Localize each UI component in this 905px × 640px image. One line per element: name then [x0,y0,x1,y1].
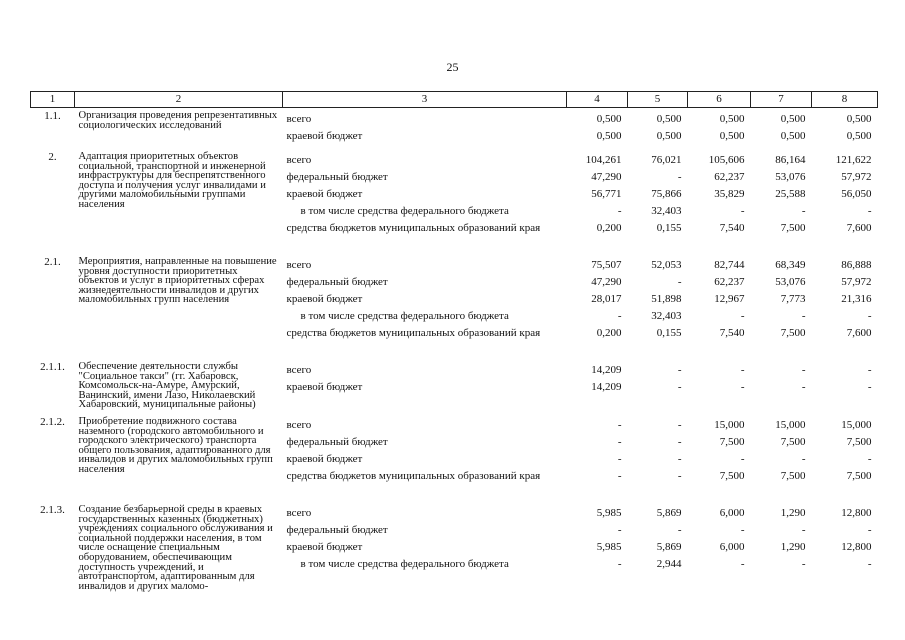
amount-value: - [740,205,745,217]
amount-value: 14,209 [591,364,622,376]
amount-value: 0,500 [846,113,872,125]
amount-value: - [617,310,622,322]
activity-name: Создание безбарьерной среды в краевых государственных казенных (бюджетных) учреждениях социального обслуживания и социальной поддержки населения, в том числе оснащение специальным оборудованием, обеспечивающим доступность учреждений, и автотранспортом, адаптированным для инвалидов и других маломо- [78,503,273,592]
amount-cell-col-7 [751,414,812,502]
funding-source: краевой бюджет [286,188,363,200]
amount-value: 12,967 [714,293,745,305]
amount-value: 56,050 [841,188,872,200]
header-cell: 4 [567,92,628,108]
amount-value: 105,606 [708,154,745,166]
amount-value: 5,985 [596,540,622,553]
funding-source: федеральный бюджет [286,523,388,536]
activity-name: Мероприятия, направленные на повышение уровня доступности приоритетных объектов и услуг в приоритетных сферах жизнедеятельности инвалидов и других маломобильных групп населения [78,256,277,306]
funding-source: краевой бюджет [286,381,363,393]
amount-value: 7,600 [846,222,872,234]
funding-source-cell [283,502,567,595]
amount-value: 15,000 [841,418,872,431]
amount-value: 14,209 [591,381,622,393]
amount-value: 62,237 [714,171,745,183]
row-number: 2.1. [44,256,61,268]
amount-value: 0,500 [846,130,872,142]
amount-value: 0,155 [656,222,682,234]
amount-value: - [677,381,682,393]
funding-source: всего [286,506,312,519]
header-cell: 3 [283,92,567,108]
amount-value: - [617,557,622,570]
amount-value: 7,500 [780,222,806,234]
amount-value: 76,021 [651,154,682,166]
funding-source-cell [283,414,567,502]
amount-cell-col-8 [812,502,878,595]
amount-value: 7,540 [719,222,745,234]
header-cell: 5 [628,92,688,108]
amount-value: - [617,469,622,482]
amount-cell-col-6 [688,149,751,254]
amount-value: - [801,310,806,322]
amount-value: - [867,452,872,465]
amount-value: 86,888 [841,259,872,271]
amount-cell-col-7 [751,359,812,414]
amount-cell-col-7 [751,108,812,150]
table-row [31,502,878,595]
amount-value: 104,261 [585,154,622,166]
amount-cell-col-5 [628,108,688,150]
amount-value: - [740,523,745,536]
funding-source: всего [286,364,312,376]
funding-source: в том числе средства федерального бюджета [300,205,509,217]
table-header-row [31,92,878,108]
funding-source: средства бюджетов муниципальных образований края [286,469,541,482]
amount-value: - [740,557,745,570]
amount-cell-col-5 [628,359,688,414]
amount-value: 121,622 [835,154,872,166]
amount-value: 15,000 [775,418,806,431]
funding-source-cell [283,149,567,254]
header-cell: 6 [688,92,751,108]
table-row [31,108,878,150]
amount-value: - [801,364,806,376]
funding-source: в том числе средства федерального бюджета [300,557,509,570]
amount-value: 21,316 [841,293,872,305]
amount-value: - [867,557,872,570]
amount-cell-col-6 [688,359,751,414]
row-number: 2. [48,151,57,163]
amount-value: 0,500 [719,113,745,125]
amount-value: 15,000 [714,418,745,431]
amount-value: - [677,523,682,536]
amount-value: 53,076 [775,276,806,288]
funding-source: всего [286,113,312,125]
amount-value: - [867,310,872,322]
amount-value: - [677,171,682,183]
amount-cell-col-6 [688,502,751,595]
amount-value: - [801,452,806,465]
amount-value: 0,500 [656,130,682,142]
amount-value: - [677,418,682,431]
amount-value: 47,290 [591,171,622,183]
amount-cell-col-6 [688,254,751,359]
funding-source: краевой бюджет [286,293,363,305]
funding-source-cell [283,108,567,150]
activity-name: Приобретение подвижного состава наземного (городского автомобильного и городского электрического) транспорта общего пользования, адаптированного для инвалидов и других маломобильных групп населения [78,415,273,475]
amount-value: 0,500 [719,130,745,142]
amount-value: 82,744 [714,259,745,271]
amount-value: 7,600 [846,327,872,339]
amount-value: 32,403 [651,205,682,217]
amount-cell-col-8 [812,108,878,150]
row-number: 2.1.2. [40,415,65,428]
table-row [31,359,878,414]
amount-cell-col-4 [567,359,628,414]
amount-value: 7,773 [780,293,806,305]
amount-value: 25,588 [775,188,806,200]
funding-source: федеральный бюджет [286,171,388,183]
amount-value: 86,164 [775,154,806,166]
funding-source: всего [286,418,312,431]
amount-value: - [677,276,682,288]
amount-value: 52,053 [651,259,682,271]
amount-cell-col-5 [628,414,688,502]
amount-value: 0,500 [596,130,622,142]
amount-value: 0,500 [780,130,806,142]
amount-value: 7,500 [780,327,806,339]
amount-value: 7,500 [846,435,872,448]
amount-value: 7,500 [846,469,872,482]
amount-cell-col-7 [751,254,812,359]
amount-value: 56,771 [591,188,622,200]
funding-source-cell [283,254,567,359]
amount-value: - [677,469,682,482]
amount-cell-col-8 [812,359,878,414]
amount-cell-col-4 [567,502,628,595]
header-cell: 1 [31,92,75,108]
amount-value: 0,155 [656,327,682,339]
amount-value: - [740,452,745,465]
amount-value: - [677,452,682,465]
amount-value: 5,869 [656,506,682,519]
amount-cell-col-5 [628,149,688,254]
amount-value: 7,500 [719,469,745,482]
activity-name: Обеспечение деятельности службы "Социальное такси" (гг. Хабаровск, Комсомольск-на-Амуре, Амурский, Ванинский, имени Лазо, Николаевский Хабаровский, муниципальные районы) [78,361,256,411]
budget-table [30,91,878,595]
amount-cell-col-6 [688,414,751,502]
amount-value: 1,290 [780,506,806,519]
amount-value: - [740,310,745,322]
amount-cell-col-8 [812,414,878,502]
amount-value: - [677,364,682,376]
amount-cell-col-4 [567,414,628,502]
funding-source: всего [286,259,312,271]
amount-value: 57,972 [841,276,872,288]
amount-value: 47,290 [591,276,622,288]
amount-value: - [801,205,806,217]
amount-cell-col-4 [567,149,628,254]
amount-value: - [617,205,622,217]
amount-value: 75,866 [651,188,682,200]
header-cell: 8 [812,92,878,108]
page-number: 25 [446,60,459,74]
amount-cell-col-5 [628,502,688,595]
amount-cell-col-4 [567,108,628,150]
amount-value: 0,200 [596,222,622,234]
amount-value: 12,800 [841,540,872,553]
table-row [31,149,878,254]
amount-value: 6,000 [719,506,745,519]
amount-cell-col-8 [812,149,878,254]
amount-cell-col-6 [688,108,751,150]
amount-value: 5,985 [596,506,622,519]
amount-value: - [867,205,872,217]
amount-value: 0,500 [780,113,806,125]
funding-source: в том числе средства федерального бюджета [300,310,509,322]
amount-value: 57,972 [841,171,872,183]
amount-value: 35,829 [714,188,745,200]
funding-source-cell [283,359,567,414]
row-number: 1.1. [44,110,61,122]
header-cell: 7 [751,92,812,108]
amount-value: 62,237 [714,276,745,288]
funding-source: средства бюджетов муниципальных образований края [286,327,541,339]
amount-cell-col-7 [751,502,812,595]
amount-value: - [801,523,806,536]
amount-value: - [617,435,622,448]
amount-value: - [617,452,622,465]
amount-value: 7,500 [780,435,806,448]
funding-source: федеральный бюджет [286,435,388,448]
amount-value: - [867,364,872,376]
amount-value: 5,869 [656,540,682,553]
amount-value: 32,403 [651,310,682,322]
row-number: 2.1.1. [40,361,65,373]
amount-value: 1,290 [780,540,806,553]
header-cell: 2 [75,92,283,108]
amount-value: 0,500 [596,113,622,125]
amount-value: - [867,381,872,393]
funding-source: средства бюджетов муниципальных образований края [286,222,541,234]
amount-value: 2,944 [656,557,682,570]
amount-value: 7,540 [719,327,745,339]
table-row [31,254,878,359]
amount-cell-col-5 [628,254,688,359]
amount-value: - [677,435,682,448]
amount-value: 7,500 [719,435,745,448]
funding-source: федеральный бюджет [286,276,388,288]
amount-value: - [801,557,806,570]
funding-source: краевой бюджет [286,540,363,553]
amount-value: 6,000 [719,540,745,553]
amount-cell-col-7 [751,149,812,254]
amount-value: 0,500 [656,113,682,125]
amount-value: 7,500 [780,469,806,482]
funding-source: всего [286,154,312,166]
activity-name: Адаптация приоритетных объектов социальной, транспортной и инженерной инфраструктуры для беспрепятственного доступа и получения услуг инвалидами и другими маломобильными группами населения [78,151,266,210]
amount-value: 12,800 [841,506,872,519]
amount-value: 53,076 [775,171,806,183]
funding-source: краевой бюджет [286,130,363,142]
table-row [31,414,878,502]
funding-source: краевой бюджет [286,452,363,465]
amount-cell-col-8 [812,254,878,359]
amount-value: 0,200 [596,327,622,339]
row-number: 2.1.3. [40,503,65,516]
amount-value: 28,017 [591,293,622,305]
amount-value: - [617,523,622,536]
activity-name: Организация проведения репрезентативных социологических исследований [78,110,278,131]
amount-value: - [740,381,745,393]
amount-value: - [617,418,622,431]
amount-value: - [801,381,806,393]
amount-value: 75,507 [591,259,622,271]
amount-value: 51,898 [651,293,682,305]
amount-value: - [867,523,872,536]
amount-value: - [740,364,745,376]
amount-cell-col-4 [567,254,628,359]
amount-value: 68,349 [775,259,806,271]
